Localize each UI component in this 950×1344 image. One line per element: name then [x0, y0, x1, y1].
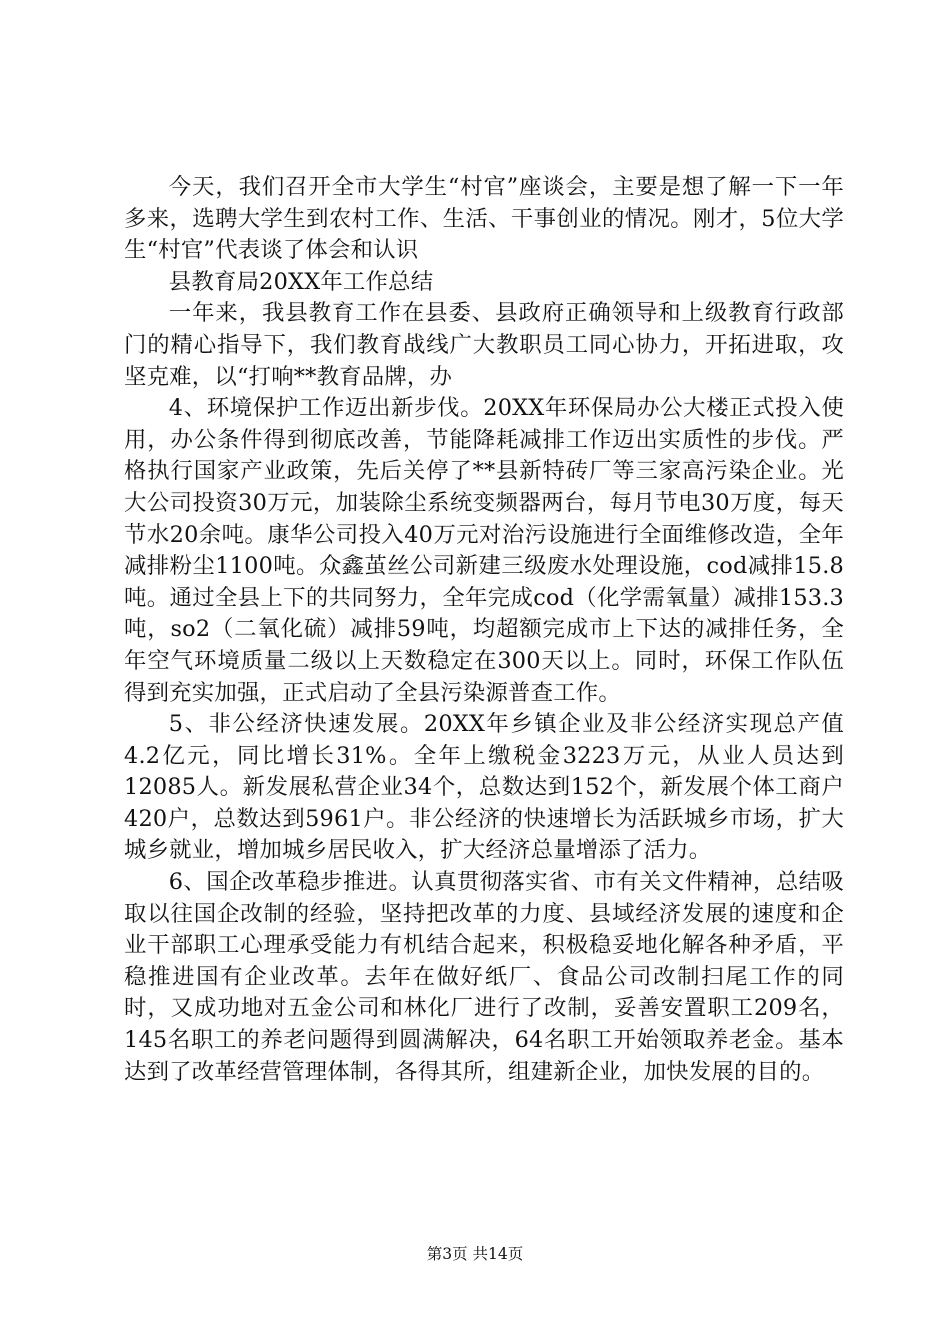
- document-body: [124, 172, 844, 1088]
- page-number-footer: 第3页 共14页: [426, 1245, 524, 1263]
- paragraph-intro: 今天，我们召开全市大学生“村官”座谈会，主要是想了解一下一年多来，选聘大学生到农村工作、生活、干事创业的情况。刚才，5位大学生“村官”代表谈了体会和认识: [124, 174, 844, 264]
- paragraph-overview: 一年来，我县教育工作在县委、县政府正确领导和上级教育行政部门的精心指导下，我们教育战线广大教职员工同心协力，开拓进取，攻坚克难，以“打响**教育品牌，办: [124, 300, 844, 390]
- paragraph-environment: 4、环境保护工作迈出新步伐。20XX年环保局办公大楼正式投入使用，办公条件得到彻底改善，节能降耗减排工作迈出实质性的步伐。严格执行国家产业政策，先后关停了**县新特砖厂等三家高污染企业。光大公司投资30万元，加装除尘系统变频器两台，每月节电30万度，每天节水20余吨。康华公司投入40万元对治污设施进行全面维修改造，全年减排粉尘1100吨。众鑫茧丝公司新建三级废水处理设施，cod减排15.8吨。通过全县上下的共同努力，全年完成cod（化学需氧量）减排153.3吨，so2（二氧化硫）减排59吨，均超额完成市上下达的减排任务，全年空气环境质量二级以上天数稳定在300天以上。同时，环保工作队伍得到充实加强，正式启动了全县污染源普查工作。: [124, 395, 844, 706]
- paragraph-private-economy: 5、非公经济快速发展。20XX年乡镇企业及非公经济实现总产值4.2亿元，同比增长31%。全年上缴税金3223万元，从业人员达到12085人。新发展私营企业34个，总数达到152个，新发展个体工商户420户，总数达到5961户。非公经济的快速增长为活跃城乡市场，扩大城乡就业，增加城乡居民收入，扩大经济总量增添了活力。: [124, 711, 844, 864]
- paragraph-title: 县教育局20XX年工作总结: [168, 268, 434, 295]
- paragraph-soe-reform: 6、国企改革稳步推进。认真贯彻落实省、市有关文件精神，总结吸取以往国企改制的经验，坚持把改革的力度、县域经济发展的速度和企业干部职工心理承受能力有机结合起来，积极稳妥地化解各种矛盾，平稳推进国有企业改革。去年在做好纸厂、食品公司改制扫尾工作的同时，又成功地对五金公司和林化厂进行了改制，妥善安置职工209名，145名职工的养老问题得到圆满解决，64名职工开始领取养老金。基本达到了改革经营管理体制，各得其所，组建新企业，加快发展的目的。: [124, 869, 844, 1085]
